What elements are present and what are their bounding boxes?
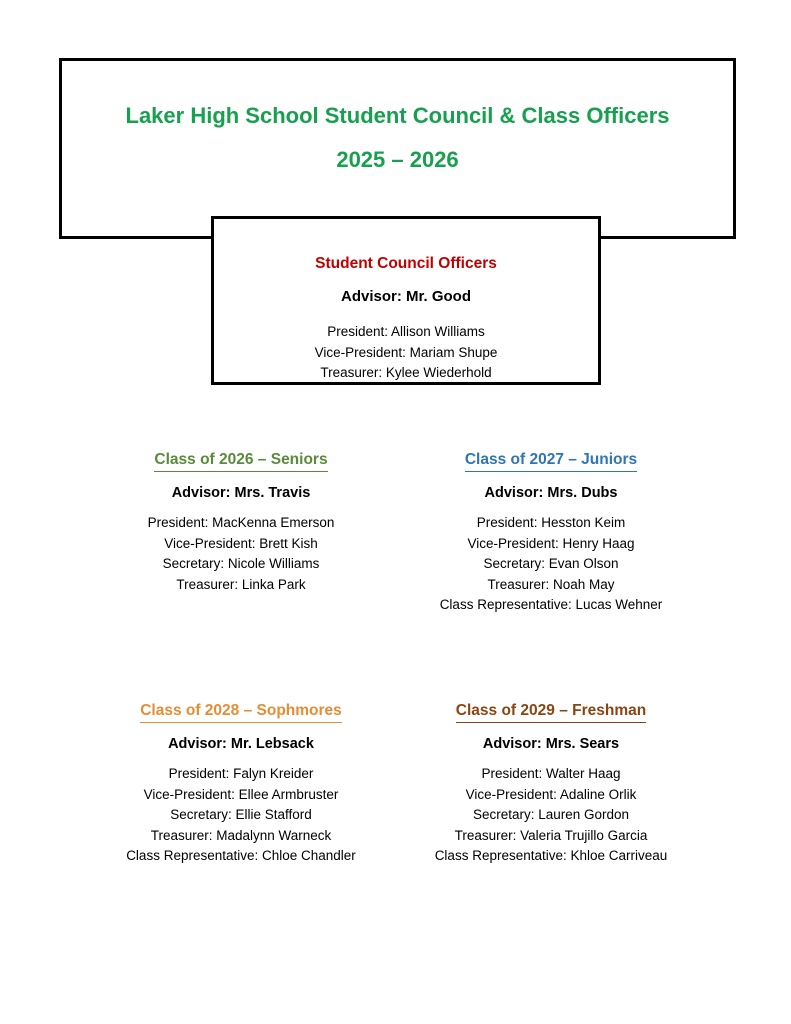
officer-line: Secretary: Evan Olson bbox=[483, 556, 619, 571]
officer-line: Treasurer: Linka Park bbox=[176, 576, 306, 592]
officer-line: President: Walter Haag bbox=[481, 766, 621, 781]
school-year: 2025 – 2026 bbox=[336, 147, 459, 172]
officer-line: Secretary: Lauren Gordon bbox=[472, 807, 630, 822]
student-council-box bbox=[211, 216, 601, 385]
officer-line: Vice-President: Ellee Armbruster bbox=[143, 786, 339, 802]
class-heading: Class of 2029 – Freshman bbox=[456, 702, 646, 723]
officer-line: President: Hesston Keim bbox=[476, 515, 626, 530]
class-2029-section bbox=[401, 702, 701, 867]
officer-line: Treasurer: Kylee Wiederhold bbox=[320, 365, 492, 380]
council-officer-list bbox=[214, 322, 598, 384]
officer-line: President: MacKenna Emerson bbox=[147, 515, 335, 530]
page-title: Laker High School Student Council & Class Officers bbox=[125, 103, 670, 128]
class-advisor: Advisor: Mrs. Dubs bbox=[484, 485, 618, 501]
council-heading: Student Council Officers bbox=[315, 255, 497, 272]
officer-line: Secretary: Ellie Stafford bbox=[170, 807, 312, 822]
title-box bbox=[59, 58, 736, 239]
officer-line: Vice-President: Adaline Orlik bbox=[465, 786, 637, 802]
officer-line: Secretary: Nicole Williams bbox=[162, 556, 320, 571]
officer-line: Treasurer: Madalynn Warneck bbox=[150, 827, 332, 843]
officer-line: Vice-President: Henry Haag bbox=[467, 535, 635, 551]
class-advisor: Advisor: Mrs. Sears bbox=[482, 736, 620, 752]
officer-line: Class Representative: Chloe Chandler bbox=[126, 848, 356, 863]
officer-line: President: Allison Williams bbox=[327, 324, 485, 339]
class-advisor: Advisor: Mrs. Travis bbox=[171, 485, 311, 501]
officer-line: Class Representative: Khloe Carriveau bbox=[434, 848, 668, 863]
class-2027-section bbox=[401, 451, 701, 616]
class-advisor: Advisor: Mr. Lebsack bbox=[168, 736, 314, 752]
council-advisor: Advisor: Mr. Good bbox=[340, 288, 471, 305]
class-2026-section bbox=[91, 451, 391, 595]
class-heading: Class of 2027 – Juniors bbox=[465, 451, 637, 472]
officer-line: Treasurer: Valeria Trujillo Garcia bbox=[454, 827, 648, 843]
class-officer-list bbox=[401, 513, 701, 616]
officer-line: President: Falyn Kreider bbox=[168, 766, 314, 781]
officer-line: Treasurer: Noah May bbox=[487, 576, 615, 592]
class-officer-list bbox=[91, 764, 391, 867]
class-officer-list bbox=[91, 513, 391, 595]
class-2028-section bbox=[91, 702, 391, 867]
officer-line: Vice-President: Brett Kish bbox=[164, 535, 318, 551]
officer-line: Vice-President: Mariam Shupe bbox=[314, 344, 498, 360]
class-heading: Class of 2028 – Sophmores bbox=[140, 702, 342, 723]
class-heading: Class of 2026 – Seniors bbox=[154, 451, 327, 472]
officer-line: Class Representative: Lucas Wehner bbox=[439, 597, 663, 612]
class-officer-list bbox=[401, 764, 701, 867]
